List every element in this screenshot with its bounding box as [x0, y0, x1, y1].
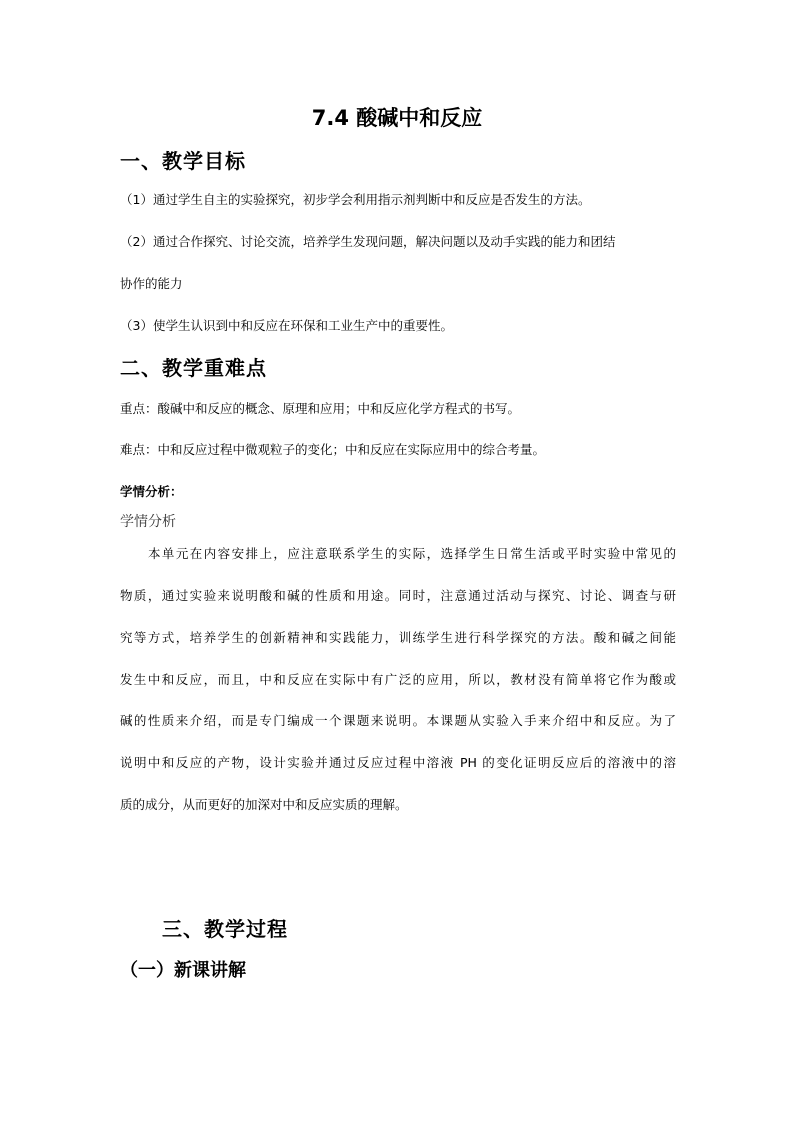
- analysis-paragraph-line-5: 碱的性质来介绍，而是专门编成一个课题来说明。本课题从实验入手来介绍中和反应。为了: [120, 713, 676, 728]
- objective-item-3: （3）使学生认识到中和反应在环保和工业生产中的重要性。: [120, 318, 453, 333]
- analysis-label: 学情分析：: [120, 484, 183, 499]
- analysis-paragraph-line-4: 发生中和反应，而且，中和反应在实际中有广泛的应用，所以，教材没有简单将它作为酸或: [120, 672, 676, 687]
- analysis-paragraph-line-7: 质的成分，从而更好的加深对中和反应实质的理解。: [120, 797, 408, 812]
- objective-item-2: （2）通过合作探究、讨论交流，培养学生发现问题，解决问题以及动手实践的能力和团结: [120, 234, 616, 249]
- document-title: 7.4 酸碱中和反应: [311, 106, 483, 130]
- analysis-paragraph-line-2: 物质，通过实验来说明酸和碱的性质和用途。同时，注意通过活动与探究、讨论、调查与研: [120, 588, 676, 603]
- analysis-paragraph-line-3: 究等方式，培养学生的创新精神和实践能力，训练学生进行科学探究的方法。酸和碱之间能: [120, 630, 676, 645]
- analysis-subtitle: 学情分析: [120, 514, 176, 530]
- objective-item-1: （1）通过学生自主的实验探究，初步学会利用指示剂判断中和反应是否发生的方法。: [120, 192, 591, 207]
- section-heading-objectives: 一、教学目标: [120, 149, 246, 173]
- section-heading-key-points: 二、教学重难点: [120, 356, 267, 380]
- difficult-point-text: 难点：中和反应过程中微观粒子的变化；中和反应在实际应用中的综合考量。: [120, 442, 546, 457]
- key-point-text: 重点：酸碱中和反应的概念、原理和应用；中和反应化学方程式的书写。: [120, 401, 521, 416]
- analysis-paragraph-line-6: 说明中和反应的产物，设计实验并通过反应过程中溶液 PH 的变化证明反应后的溶液中的溶: [120, 755, 676, 770]
- section-heading-process: 三、教学过程: [162, 917, 288, 941]
- subsection-heading-new-lesson: （一）新课讲解: [120, 960, 246, 981]
- analysis-paragraph-line-1: 本单元在内容安排上，应注意联系学生的实际，选择学生日常生活或平时实验中常见的: [148, 546, 676, 561]
- objective-item-2-continued: 协作的能力: [120, 276, 183, 291]
